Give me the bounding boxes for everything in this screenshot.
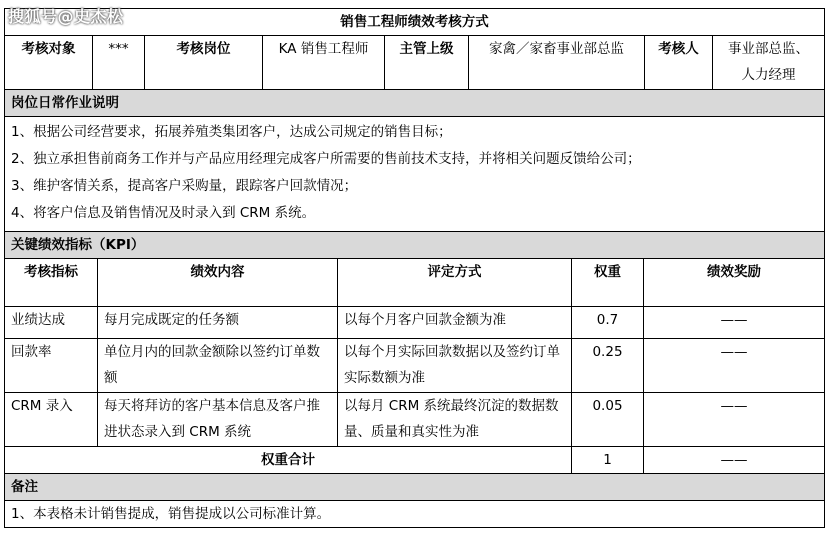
kpi-col-weight: 权重	[572, 259, 644, 307]
assessor-label: 考核人	[645, 36, 713, 90]
kpi-indicator: 回款率	[5, 339, 98, 393]
duty-item: 3、维护客情关系，提高客户采购量，跟踪客户回款情况；	[11, 178, 358, 194]
table-row	[5, 307, 825, 339]
kpi-reward: ——	[644, 393, 825, 447]
kpi-content: 每天将拜访的客户基本信息及客户推进状态录入到 CRM 系统	[98, 393, 338, 447]
kpi-indicator: CRM 录入	[5, 393, 98, 447]
kpi-col-method: 评定方式	[338, 259, 572, 307]
table-row	[5, 393, 825, 447]
kpi-weight: 0.25	[572, 339, 644, 393]
kpi-weight: 0.7	[572, 307, 644, 339]
post-value: KA 销售工程师	[263, 36, 385, 90]
target-label: 考核对象	[5, 36, 93, 90]
kpi-weight: 0.05	[572, 393, 644, 447]
target-value: ***	[93, 36, 145, 90]
kpi-col-content: 绩效内容	[98, 259, 338, 307]
duties-list	[5, 117, 825, 232]
kpi-total-reward: ——	[644, 447, 825, 474]
assessor-value-line1: 事业部总监、	[728, 41, 809, 57]
kpi-content: 单位月内的回款金额除以签约订单数额	[98, 339, 338, 393]
duty-item: 1、根据公司经营要求，拓展养殖类集团客户，达成公司规定的销售目标；	[11, 124, 452, 140]
supervisor-value: 家禽／家畜事业部总监	[469, 36, 645, 90]
assessor-value	[713, 36, 825, 90]
kpi-reward: ——	[644, 307, 825, 339]
note-item: 1、本表格未计销售提成，销售提成以公司标准计算。	[5, 501, 825, 528]
kpi-method: 以每月 CRM 系统最终沉淀的数据数量、质量和真实性为准	[338, 393, 572, 447]
kpi-col-reward: 绩效奖励	[644, 259, 825, 307]
table-row	[5, 339, 825, 393]
kpi-indicator: 业绩达成	[5, 307, 98, 339]
kpi-content: 每月完成既定的任务额	[98, 307, 338, 339]
assessment-sheet	[4, 8, 824, 528]
kpi-method: 以每个月客户回款金额为准	[338, 307, 572, 339]
supervisor-label: 主管上级	[385, 36, 469, 90]
kpi-method: 以每个月实际回款数据以及签约订单实际数额为准	[338, 339, 572, 393]
kpi-header: 关键绩效指标（KPI）	[5, 232, 825, 259]
post-label: 考核岗位	[145, 36, 263, 90]
kpi-total-label: 权重合计	[5, 447, 572, 474]
kpi-total-weight: 1	[572, 447, 644, 474]
kpi-col-indicator: 考核指标	[5, 259, 98, 307]
duties-header: 岗位日常作业说明	[5, 90, 825, 117]
watermark-text: 搜狐号@史杰松	[8, 7, 124, 26]
assessor-value-line2: 人力经理	[741, 67, 796, 83]
info-table	[4, 8, 825, 232]
duty-item: 2、独立承担售前商务工作并与产品应用经理完成客户所需要的售前技术支持，并将相关问题反馈给公司；	[11, 151, 641, 167]
kpi-table	[4, 231, 825, 528]
notes-header: 备注	[5, 474, 825, 501]
page-title: 销售工程师绩效考核方式	[5, 9, 825, 36]
duty-item: 4、将客户信息及销售情况及时录入到 CRM 系统。	[11, 205, 316, 221]
kpi-reward: ——	[644, 339, 825, 393]
